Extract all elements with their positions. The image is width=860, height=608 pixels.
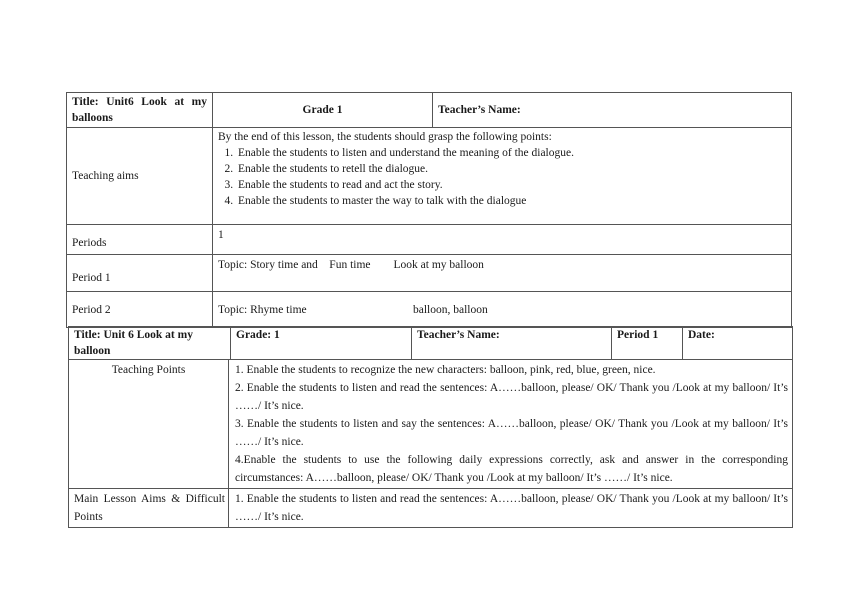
grade-cell: Grade: 1 [231,327,412,360]
teaching-aims-list [218,145,786,209]
list-item: 3. Enable the students to read and act the story. [236,177,786,193]
lesson-plan-table [68,326,793,528]
list-item: 4.Enable the students to use the following daily expressions correctly, ask and answer in the corresponding circumstances: A……balloon, please/ OK/ Thank you /Look at my balloon/ It’s ……/ It’s nice. [235,454,788,484]
list-item: 4. Enable the students to master the way to talk with the dialogue [236,193,786,209]
lesson-overview-table [66,92,792,328]
list-item: 1. Enable the students to listen and understand the meaning of the dialogue. [236,145,786,161]
grade-cell: Grade 1 [213,93,433,128]
periods-label: Periods [67,225,213,255]
period1-label: Period 1 [67,255,213,292]
main-aims-label: Main Lesson Aims & Difficult Points [69,489,229,528]
teaching-aims-label: Teaching aims [67,128,213,225]
unit-title-cell: Title: Unit 6 Look at my balloon [69,327,231,360]
period1-topic: Topic: Story time and Fun time Look at my balloon [213,255,792,292]
list-item: 1. Enable the students to recognize the new characters: balloon, pink, red, blue, green, nice. [235,364,656,376]
teaching-aims-content [213,128,792,225]
main-aims-content: 1. Enable the students to listen and read the sentences: A……balloon, please/ OK/ Thank you /Look at my balloon/ It’s ……/ It’s nice. [229,489,793,528]
period-cell: Period 1 [612,327,683,360]
unit-title-cell: Title: Unit6 Look at my balloons [67,93,213,128]
teaching-points-content [229,360,793,489]
teacher-name-cell: Teacher’s Name: [412,327,612,360]
teaching-points-label: Teaching Points [69,360,229,489]
period2-topic: Topic: Rhyme time balloon, balloon [213,292,792,328]
teacher-name-cell: Teacher’s Name: [433,93,792,128]
date-cell: Date: [683,327,793,360]
period2-label: Period 2 [67,292,213,328]
list-item: 2. Enable the students to retell the dialogue. [236,161,786,177]
periods-value: 1 [213,225,792,255]
teaching-aims-intro: By the end of this lesson, the students should grasp the following points: [218,131,552,143]
list-item: 3. Enable the students to listen and say the sentences: A……balloon, please/ OK/ Thank you /Look at my balloon/ It’s ……/ It’s nice. [235,418,788,448]
list-item: 2. Enable the students to listen and read the sentences: A……balloon, please/ OK/ Thank you /Look at my balloon/ It’s ……/ It’s nice. [235,382,788,412]
